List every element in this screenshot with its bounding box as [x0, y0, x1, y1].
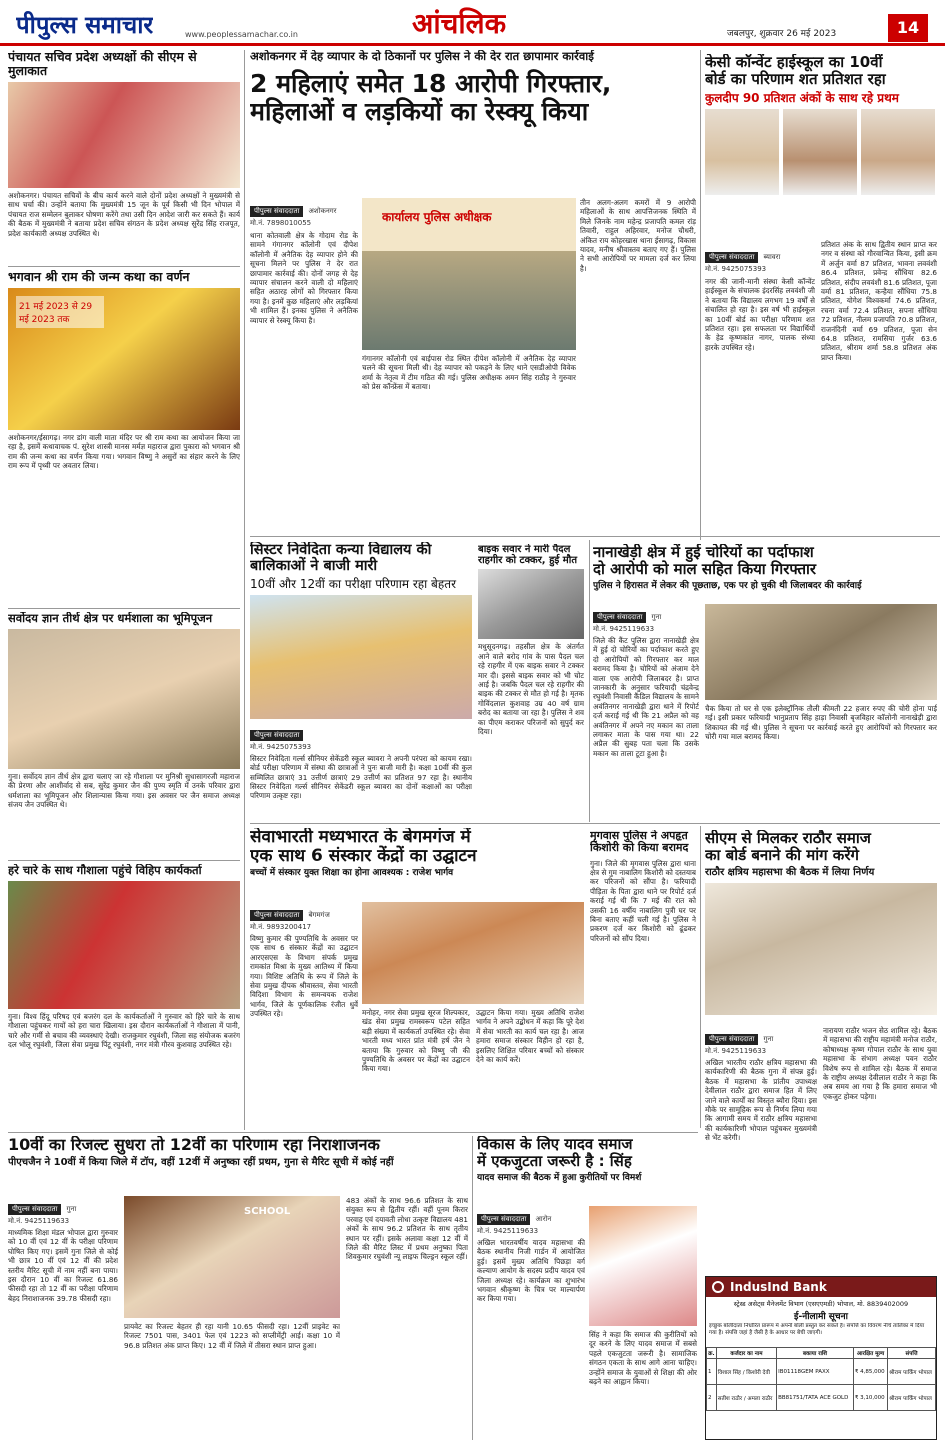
ad-text: इच्छुक बोलीदाता निर्धारित प्रारूप में अपनी बोली प्रस्तुत कर सकते हैं। संपत्ति का विवरण नीचे तालिका में दिया गया है। संपत्ति जहां है जैसी है के आधार पर बेची जाएगी। — [709, 1323, 925, 1336]
ad-td: सतीश राठौर / अमला राठौर — [716, 1385, 776, 1411]
story-dharmshala — [8, 612, 240, 857]
bike-photo — [478, 569, 584, 639]
nanakhedi-col-1 — [593, 604, 699, 820]
ad-td: श्रीराम पार्किंग भोपाल — [888, 1359, 936, 1385]
raid-photo — [362, 198, 576, 350]
kc-byline: पीपुल्स संवाददाता — [705, 252, 758, 263]
sevabharati-body-3: उद्घाटन किया गया। मुख्य अतिथि राजेश भार्गव ने अपने उद्बोधन में कहा कि पूरे देश में सेवा भारती का कार्य चल रहा है। आज हमारा समाज संस्कार विहीन हो रहा है, इसलिए शिक्षित परिवार बच्चों को संस्कार देने का कार्य करें। — [476, 1008, 584, 1065]
ad-td: BB81751/TATA ACE GOLD — [777, 1385, 854, 1411]
nanakhedi-byline: पीपुल्स संवाददाता — [593, 612, 646, 623]
raid-body-3: तीन अलग-अलग कमरों में 9 आरोपी महिलाओं के साथ आपत्तिजनक स्थिति में मिले जिनके नाम महेन्द्र प्रजापति कमल रांड़ तिवारी, राहुल अहिरवार, मनोज चौधरी, अंकित राय कोहरखास थाना ईसागढ़, विकास यादव, मनीष श्रीवास्तव बताए गए हैं। पुलिस ने सभी आरोपियों पर मामला दर्ज कर लिया है। — [580, 198, 696, 273]
sevabharati-headline-1: सेवाभारती मध्यभारत के बेगमगंज में — [250, 828, 471, 847]
rathore-col-1 — [705, 1026, 817, 1272]
kc-city: ब्यावरा — [763, 253, 781, 261]
raid-col-1 — [250, 198, 358, 528]
result-col-1 — [8, 1196, 118, 1440]
bike-headline: बाइक सवार ने मारी पैदल राहगीर को टक्कर, हुई मौत — [478, 544, 578, 567]
result-col-3 — [346, 1196, 468, 1440]
story-panchayat-headline: पंचायत सचिव प्रदेश अध्यक्षों की सीएम से मुलाकात — [8, 50, 197, 78]
nanakhedi-city: गुना — [651, 613, 662, 621]
raid-kicker: अशोकनगर में देह व्यापार के दो ठिकानों पर पुलिस ने की देर रात छापामार कार्रवाई — [250, 50, 594, 63]
ad-title: ई-नीलामी सूचना — [794, 1312, 848, 1322]
story-gaushala-body: गुना। विश्व हिंदू परिषद एवं बजरंग दल के कार्यकर्ताओं ने गुरुवार को हिरे चारे के साथ गौशाला पहुंचकर गायों को हरा चारा खिलाया। इस दौरान कार्यकर्ताओं ने गौशाला में पानी, चारे और गर्मी से बचाव की व्यवस्थाएं देखी। राजकुमार रघुवंशी, जिला सह संयोजक बजरंग दल भोलू रघुवंशी, जिला सेवा प्रमुख पिंटू रघुवंशी, नगर मंत्री गौरव कुशवाह उपस्थित रहे। — [8, 1011, 240, 1050]
raid-headline-2: महिलाओं व लड़कियों का रेस्क्यू किया — [250, 96, 589, 126]
story-gaushala — [8, 864, 240, 1130]
story-panchayat-photo — [8, 82, 240, 188]
yadav-city: आरोन — [535, 1215, 552, 1223]
yadav-body-2: सिंह ने कहा कि समाज की कुरीतियों को दूर करने के लिए यादव समाज में सबसे पहले एकजुटता जरूरी है। सामाजिक संगठन एकता के साथ आगे आना चाहिए। उन्होंने समाज के युवाओं से शिक्षा की ओर बढ़ने का आह्वान किया। — [589, 1330, 697, 1387]
nivedita-subhead: 10वीं और 12वीं का परीक्षा परिणाम रहा बेहतर — [250, 577, 457, 592]
sevabharati-col-3 — [476, 1008, 584, 1128]
ad-td: 1 — [707, 1359, 717, 1385]
rathore-byline: पीपुल्स संवाददाता — [705, 1034, 758, 1045]
yadav-col-1 — [477, 1206, 585, 1440]
story-ram-katha-body: अशोकनगर/ईसागढ़। नगर डांग वाली माता मंदिर पर श्री राम कथा का आयोजन किया जा रहा है, इसमें कथावाचक पं. सुरेश शास्त्री मानस मर्मज्ञ महाराज द्वारा पुकारा को भगवान श्री राम की जन्म कथा का वर्णन किया गया। भगवान विष्णु ने असुरों का संहार करने के लिए राम रूप में पृथ्वी पर अवतार लिया। — [8, 433, 240, 471]
sevabharati-mobile: मो.नं. 9893200417 — [250, 923, 312, 931]
nanakhedi-mobile: मो.नं. 9425119633 — [593, 625, 655, 633]
raid-mobile: मो.नं. 7898010055 — [250, 219, 312, 227]
kc-body-1: नगर की जानी-मानी संस्था केसी कॉन्वेंट हाईस्कूल के संचालक इंदरसिंह लववंशी जी ने बताया कि विद्यालय लगभग 19 वर्षों से संचालित हो रहा है। इस वर्ष भी हाईस्कूल का 10वीं बोर्ड का परीक्षा परिणाम शत प्रतिशत रहा। इस सफलता पर विद्यार्थियों के हेड कृष्णकांत नागर, पालक संध्या हारके उपस्थित रहे। — [705, 277, 815, 352]
sevabharati-headline-2: एक साथ 6 संस्कार केंद्रों का उद्घाटन — [250, 846, 477, 867]
story-dharmshala-photo — [8, 629, 240, 769]
masthead-logo — [16, 8, 153, 42]
story-ram-katha-headline: भगवान श्री राम की जन्म कथा का वर्णन — [8, 270, 190, 284]
sevabharati-body-2: मनोहर, नगर सेवा प्रमुख सूरज शिल्पकार, खंड सेवा प्रमुख रामस्वरूप पटेल सहित बड़ी संख्या में कार्यकर्ता उपस्थित रहे। सेवा भारती मध्य भारत प्रांत मंत्री हर्ष जैन ने बताया कि गुरुवार को विष्णु जी की पुण्यतिथि के अवसर पर केंद्रों का उद्घाटन किया गया। — [362, 1008, 470, 1074]
raid-byline: पीपुल्स संवाददाता — [250, 206, 303, 217]
ad-th: कर्जदार का नाम — [716, 1348, 776, 1359]
kc-photo-2 — [783, 109, 857, 195]
yadav-body-1: अखिल भारतवर्षीय यादव महासभा की बैठक स्थानीय निजी गार्डन में आयोजित हुई। इसमें मुख्य अतिथि पिछड़ा वर्ग कल्याण आयोग के सदस्य प्रदीप यादव एवं जिला अध्यक्ष रहे। कार्यक्रम का शुभारंभ भगवान श्रीकृष्ण के चित्र पर माल्यार्पण कर किया गया। — [477, 1238, 585, 1304]
ad-th: क्र. — [707, 1348, 717, 1359]
ad-bank-name: IndusInd Bank — [730, 1280, 827, 1294]
ad-th: संपत्ति — [888, 1348, 936, 1359]
yadav-photo — [589, 1206, 697, 1326]
rathore-city: गुना — [763, 1035, 774, 1043]
raid-city: अशोकनगर — [308, 207, 337, 215]
result-subhead: पीएचजैन ने 10वीं में किया जिले में टॉप, वहीं 12वीं में अनुष्का रहीं प्रथम, गुना से मैरिट सूची में कोई नहीं — [8, 1156, 394, 1168]
kc-photo-3 — [861, 109, 935, 195]
yadav-headline-1: विकास के लिए यादव समाज — [477, 1136, 633, 1153]
ad-td: 2 — [707, 1385, 717, 1411]
kc-photos — [705, 109, 937, 195]
story-ram-katha-photo — [8, 288, 240, 430]
story-raid — [250, 50, 696, 530]
ad-td: श्रीराम पार्किंग भोपाल — [888, 1385, 936, 1411]
kc-col-1 — [705, 244, 815, 538]
raid-body-2: गंगानगर कॉलोनी एवं बाईपास रोड स्थित दीपेश कॉलोनी में अनैतिक देह व्यापार चलने की सूचना मिली थी। देह व्यापार को पकड़ने के लिए थाने एसडीओपी विवेक शर्मा के नेतृत्व में टीम गठित की गई। पुलिस अधीक्षक अमन सिंह राठौड़ ने गुरुवार को प्रेस कॉन्फ्रेंस में बताया। — [362, 354, 576, 392]
kc-headline-1: केसी कॉन्वेंट हाईस्कूल का 10वीं — [705, 54, 883, 71]
table-row — [707, 1385, 936, 1411]
sevabharati-byline: पीपुल्स संवाददाता — [250, 910, 303, 921]
yadav-byline: पीपुल्स संवाददाता — [477, 1214, 530, 1225]
result-body-3: 483 अंकों के साथ 96.6 प्रतिशत के साथ संयुक्त रूप से द्वितीय रहीं। वहीं पूनम किरार परवाह एवं दयावती लोधा उत्कृष्ट विद्यालय 481 अंकों के साथ 96.2 प्रतिशत के साथ तृतीय स्थान पर रहीं। इसके अलावा कक्षा 12 वीं में जिले की मैरिट लिस्ट में प्रथम अनुष्का पिता शिवकुमार रघुवंशी न्यू लाइफ चिल्ड्रन स्कूल रहीं। — [346, 1196, 468, 1262]
result-mobile: मो.नं. 9425119633 — [8, 1217, 70, 1225]
sevabharati-subhead: बच्चों में संस्कार युक्त शिक्षा का होना आवश्यक : राजेश भार्गव — [250, 868, 454, 879]
rathore-col-2 — [823, 1026, 937, 1272]
kc-col-2 — [821, 240, 937, 538]
bike-body: मधुसूदनगढ़। तहसील क्षेत्र के अंतर्गत आने वाले बरोद गांव के पास पैदल चल रहे राहगीर में एक बाइक सवार ने टक्कर मार दी। इससे बाइक सवार को भी चोट आई है। जबकि पैदल चल रहे राहगीर की बाइक की टक्कर से मौत हो गई है। मृतक गोविंदलाल कुशवाह उम्र 40 वर्ष ग्राम बरोद का बताया जा रहा है। पुलिस ने शव का पीएम कराकर परिजनों को सुपुर्द कर दिया। — [478, 642, 584, 737]
result-body-1: माध्यमिक शिक्षा मंडल भोपाल द्वारा गुरुवार को 10 वीं एवं 12 वीं के परीक्षा परिणाम घोषित किए गए। इसमें गुना जिले से कोई भी छात्र 10 वीं एवं 12 वीं की प्रदेश स्तरीय मैरिट सूची में नाम नहीं बना पाया। इस दौरान 10 वीं का रिजल्ट 61.86 फीसदी रहा तो 12 वीं का परीक्षा परिणाम बेहद निराशाजनक 39.78 फीसदी रहा। — [8, 1228, 118, 1303]
raid-photo-sign: कार्यालय पुलिस अधीक्षक — [382, 210, 492, 224]
nivedita-photo — [250, 595, 472, 719]
rathore-body-2: नारायण राठौर भजन सेठ शामिल रहे। बैठक में महासभा की राष्ट्रीय महामंत्री मनोज राठौर, कोषाध्यक्ष कृष्ण गोपाल राठौर के साथ युवा महासभा के संभाग अध्यक्ष पवन राठौर विशेष रूप से शामिल रहे। बैठक में समाज के राष्ट्रीय अध्यक्ष देवीलाल राठौर ने कहा कि अब समय आ गया है कि हमारा समाज भी एकजुट होकर पड़ेगा। — [823, 1026, 937, 1101]
indusind-logo-icon — [712, 1281, 724, 1293]
story-gaushala-photo — [8, 881, 240, 1009]
story-result — [8, 1136, 468, 1440]
rathore-mobile: मो.नं. 9425119633 — [705, 1047, 767, 1055]
rathore-subhead: राठौर क्षत्रिय महासभा की बैठक में लिया निर्णय — [705, 866, 875, 878]
nanakhedi-col-2 — [705, 704, 937, 820]
sevabharati-photo — [362, 902, 584, 1004]
nivedita-body: सिस्टर निवेदिता गर्ल्स सीनियर सेकेंडरी स्कूल ब्यावरा ने अपनी परंपरा को कायम रखा। बोर्ड परीक्षा परिणाम में संस्था की छात्राओं ने पुनः बाजी मारी है। कक्षा 10वीं की कुल सम्मिलित छात्राएं 31 उत्तीर्ण छात्राएं 29 उत्तीर्ण का प्रतिशत 97 रहा है। स्थानीय सिस्टर निवेदिता गर्ल्स सीनियर सेकेंडरी स्कूल ब्यावरा का दोनों कक्षाओं का परीक्षा परिणाम उत्कृष्ट रहा। — [250, 753, 472, 801]
ad-table-header — [707, 1348, 936, 1359]
ram-katha-banner: 21 मई 2023 से 29 मई 2023 तक — [16, 296, 104, 328]
story-kc-convent — [705, 54, 937, 538]
ad-th: आरक्षित मूल्य — [853, 1348, 887, 1359]
nanakhedi-body-2: चैक किया तो घर से एक इलेक्ट्रॉनिक तौली कीमती 22 हजार रुपए की चोरी होना पाई गई। इसी प्रकार फरियादी भानुप्रताप सिंह हाड़ा निवासी बृजविहार कॉलोनी नानाखेड़ी द्वारा शिकायत की गई थी। पुलिस ने सूचना पर कार्रवाई करते हुए आरोपियों को गिरफ्तार कर चोरी गया माल बरामद किया। — [705, 704, 937, 742]
page-number: 14 — [888, 14, 928, 42]
result-headline: 10वीं का रिजल्ट सुधरा तो 12वीं का परिणाम रहा निराशाजनक — [8, 1136, 380, 1154]
mrigvas-headline: मृगवास पुलिस ने अपहृत किशोरी को किया बरामद — [590, 830, 689, 855]
rathore-headline-2: का बोर्ड बनाने की मांग करेंगे — [705, 845, 859, 864]
sevabharati-city: बेगमगंज — [308, 911, 330, 919]
kc-photo-1 — [705, 109, 779, 195]
sevabharati-col-1 — [250, 902, 358, 1128]
result-photo — [124, 1196, 340, 1318]
nanakhedi-body: जिले की कैंट पुलिस द्वारा नानाखेड़ी क्षेत्र में हुई दो चोरियों का पर्दाफाश करते हुए दो आरोपियों को गिरफ्तार कर माल बरामद किया है। चोरियों को अंजाम देने वाला एक आरोपी जिलाबदर है। प्राप्त जानकारी के अनुसार फरियादी चंद्रवेन्द्र रघुवंशी निवासी कैंडिल विद्यालय के सामने अवंतिनगर नानाखेड़ी द्वारा थाने में रिपोर्ट दर्ज कराई गई थी कि 21 अप्रैल को वह अवंतिनगर में अपने नए मकान का ताला लगाकर माता के पास गया था। 22 अप्रैल की सुबह पता चला कि उसके मकान का ताला टूटा हुआ है। — [593, 636, 699, 758]
rathore-body-1: अखिल भारतीय राठौर क्षत्रिय महासभा की कार्यकारिणी की बैठक गुना में संपन्न हुई। बैठक में महासभा के प्रांतीय उपाध्यक्ष देवीलाल राठौर द्वारा समाज हित में लिए जाने वाले कार्यों का विस्तृत ब्यौरा दिया। इस मौके पर सामूहिक रूप से निर्णय लिया गया कि आगामी समय में राठौर क्षत्रिय महासभा की कार्यकारिणी भोपाल पहुंचकर मुख्यमंत्री से भेंट करेगी। — [705, 1058, 817, 1143]
raid-col-3 — [580, 198, 696, 528]
masthead-url[interactable]: www.peoplessamachar.co.in — [185, 30, 298, 39]
story-sister-nivedita — [250, 542, 472, 820]
story-nanakhedi — [593, 544, 937, 820]
yadav-col-2 — [589, 1330, 697, 1440]
story-panchayat-body: अशोकनगर। पंचायत सचिवों के बीच कार्य करने वाले दोनों प्रदेश अध्यक्षों ने मुख्यमंत्री से साथ चर्चा की। उन्होंने बताया कि मुख्यमंत्री 15 जून के पूर्व किसी भी दिन भोपाल में पंचायत राज सम्मेलन बुलाकर घोषणा करेंगे तथा उसी दिन आदेश जारी कर सकते हैं। कार्य की बैठक में मुख्यमंत्री ने बताया प्रदेश सचिव संगठन के प्रदेश अध्यक्ष सुरेंद्र सिंह राजपूत, प्रदेश कार्यकारी अध्यक्ष उपस्थित थे। — [8, 191, 240, 238]
raid-col-2 — [362, 354, 576, 528]
ad-td: विशाल सिंह / किशोरी देवी — [716, 1359, 776, 1385]
nivedita-byline: पीपुल्स संवाददाता — [250, 730, 303, 741]
sevabharati-body-1: विष्णु कुमार की पुण्यतिथि के अवसर पर एक साथ 6 संस्कार केंद्रों का उद्घाटन आरएसएस के विभाग संपर्क प्रमुख रामकांत मिश्रा के मुख्य आतिथ्य में किया गया। विशिष्ट अतिथि के रूप में जिले के सेवा प्रमुख दीपक श्रीवास्तव, सेवा भारती विदिशा विभाग के समन्वयक राजेश भार्गव, जिले के पूर्णकालिक रंजीत धुर्वे उपस्थित रहे। — [250, 934, 358, 1019]
table-row — [707, 1359, 936, 1385]
yadav-headline-2: में एकजुटता जरूरी है : सिंह — [477, 1151, 632, 1170]
masthead-logo-text: पीपुल्स समाचार — [16, 11, 154, 39]
story-mrigvas — [590, 830, 696, 1128]
story-gaushala-headline: हरे चारे के साथ गौशाला पहुंचे विहिप कार्यकर्ता — [8, 864, 202, 877]
rathore-photo — [705, 883, 937, 1015]
nanakhedi-photo — [705, 604, 937, 700]
story-panchayat — [8, 50, 240, 262]
story-ram-katha — [8, 270, 240, 605]
kc-headline-2: बोर्ड का परिणाम शत प्रतिशत रहा — [705, 69, 886, 88]
rathore-headline-1: सीएम से मिलकर राठौर समाज — [705, 830, 871, 847]
ad-td: ₹ 3,10,000 — [853, 1385, 887, 1411]
ad-th: बकाया राशि — [777, 1348, 854, 1359]
nivedita-headline: सिस्टर निवेदिता कन्या विद्यालय की बालिकाओं ने बाजी मारी — [250, 542, 432, 575]
section-title: आंचलिक — [412, 7, 507, 40]
yadav-subhead: यादव समाज की बैठक में हुआ कुरीतियों पर विमर्श — [477, 1172, 642, 1183]
kc-body-2: प्रतिशत अंक के साथ द्वितीय स्थान प्राप्त कर नगर व संस्था को गौरवान्वित किया, इसी क्रम में अर्जुन वर्मा 87 प्रतिशत, भावना लववंशी 86.4 प्रतिशत, प्रवेन्द्र सौंधिया 82.6 प्रतिशत, संदीप लववंशी 81.6 प्रतिशत, पूजा वर्मा 81 प्रतिशत, कन्हैया सौंधिया 75.8 प्रतिशत, योगेश विश्वकर्मा 74.6 प्रतिशत, रचना वर्मा 72.4 प्रतिशत, सपना सौंधिया 72 प्रतिशत, नीलम प्रजापति 70.8 प्रतिशत, राजनंदिनी वर्मा 69 प्रतिशत, पूजा सेन 64.8 प्रतिशत, रामसिया गुर्जर 63.6 प्रतिशत, श्रीराम शर्मा 58.8 प्रतिशत अंक प्राप्त किया। — [821, 240, 937, 362]
story-rathore — [705, 830, 937, 1272]
indusind-ad — [705, 1276, 937, 1440]
ad-header — [706, 1277, 936, 1297]
story-dharmshala-body: गुना। सर्वोदय ज्ञान तीर्थ क्षेत्र द्वारा चलाए जा रहे गौशाला पर मुनिश्री सुधासागरजी महाराज की प्रेरणा और आशीर्वाद से सब, सुरेंद्र कुमार जैन की पुण्य स्मृति में उनके परिवार द्वारा धर्मशाला का भूमिपूजन और शिलान्यास किया गया। इस अवसर पर जैन समाज अध्यक्ष संजय जैन उपस्थित थे। — [8, 771, 240, 810]
kc-subhead: कुलदीप 90 प्रतिशत अंकों के साथ रहे प्रथम — [705, 90, 899, 105]
masthead-date: जबलपुर, शुक्रवार 26 मई 2023 — [727, 29, 837, 39]
nivedita-mobile: मो.नं. 9425075393 — [250, 742, 312, 751]
nanakhedi-subhead: पुलिस ने हिरासत में लेकर की पूछताछ, एक पर हो चुकी थी जिलाबदर की कार्रवाई — [593, 580, 862, 591]
raid-headline-1: 2 महिलाएं समेत 18 आरोपी गिरफ्तार, — [250, 68, 612, 98]
ad-td: ₹ 4,85,000 — [853, 1359, 887, 1385]
raid-body-1: थाना कोतवाली क्षेत्र के गोदाम रोड के सामने गंगानगर कॉलोनी एवं दीपेश कॉलोनी में अनैतिक देह व्यापार होने की सूचना मिलने पर पुलिस ने देर रात छापामार कार्रवाई की। दोनों जगह से देह व्यापार संचालन करने वाली दो महिलाएं सहित अठारह लोगों को गिरफ्तार किया गया है। इनमें कुछ महिलाएं और लड़कियां भी शामिल हैं। इनका पुलिस ने अनैतिक व्यापार से रेस्क्यू किया है। — [250, 231, 358, 325]
story-yadav — [477, 1136, 697, 1440]
result-col-2 — [124, 1322, 340, 1440]
sevabharati-col-2 — [362, 1008, 470, 1128]
masthead — [0, 0, 945, 46]
result-body-2: प्रायवेट का रिजल्ट बेहतर ही रहा यानी 10.65 फीसदी रहा। 12वीं प्राइवेट का रिजल्ट 7501 पास, 3401 फेल एवं 1223 को सप्लीमेंट्री आई। कक्षा 10 में 96.8 प्रतिशत अंक प्राप्त किए। 12 वीं में जिले में तीसरा स्थान प्राप्त हुआ। — [124, 1322, 340, 1350]
nanakhedi-headline-2: दो आरोपी को माल सहित किया गिरफ्तार — [593, 559, 817, 578]
story-dharmshala-headline: सर्वोदय ज्ञान तीर्थ क्षेत्र पर धर्मशाला का भूमिपूजन — [8, 612, 213, 625]
yadav-mobile: मो.नं. 9425119633 — [477, 1227, 539, 1235]
nanakhedi-headline-1: नानाखेड़ी क्षेत्र में हुई चोरियों का पर्दाफाश — [593, 544, 814, 561]
ad-table — [706, 1347, 936, 1411]
result-photo-sign: SCHOOL — [244, 1206, 291, 1217]
story-bike-accident — [478, 544, 584, 820]
result-city: गुना — [66, 1205, 77, 1213]
kc-mobile: मो.नं. 9425075393 — [705, 265, 767, 273]
result-byline: पीपुल्स संवाददाता — [8, 1204, 61, 1215]
story-sevabharati — [250, 828, 584, 1128]
ad-office: स्ट्रेस्ड असेट्स मैनेजमेंट विभाग (एसएएमडी) भोपाल, मो. 8839402009 — [733, 1300, 909, 1308]
ad-td: IB01118GEM PAXX — [777, 1359, 854, 1385]
mrigvas-body: गुना। जिले की मृगवास पुलिस द्वारा थाना क्षेत्र से गुम नाबालिग किशोरी को दस्तयाब कर परिजनों को सौंपा है। फरियादी पीड़िता के पिता द्वारा थाने पर रिपोर्ट दर्ज कराई गई थी कि 7 मई की रात को उसकी 16 वर्षीय नाबालिग पुत्री घर पर बिना बताए कहीं चली गई है। पुलिस ने प्रकरण दर्ज कर किशोरी को ढूंढकर परिजनों को सौंप दिया। — [590, 858, 696, 943]
